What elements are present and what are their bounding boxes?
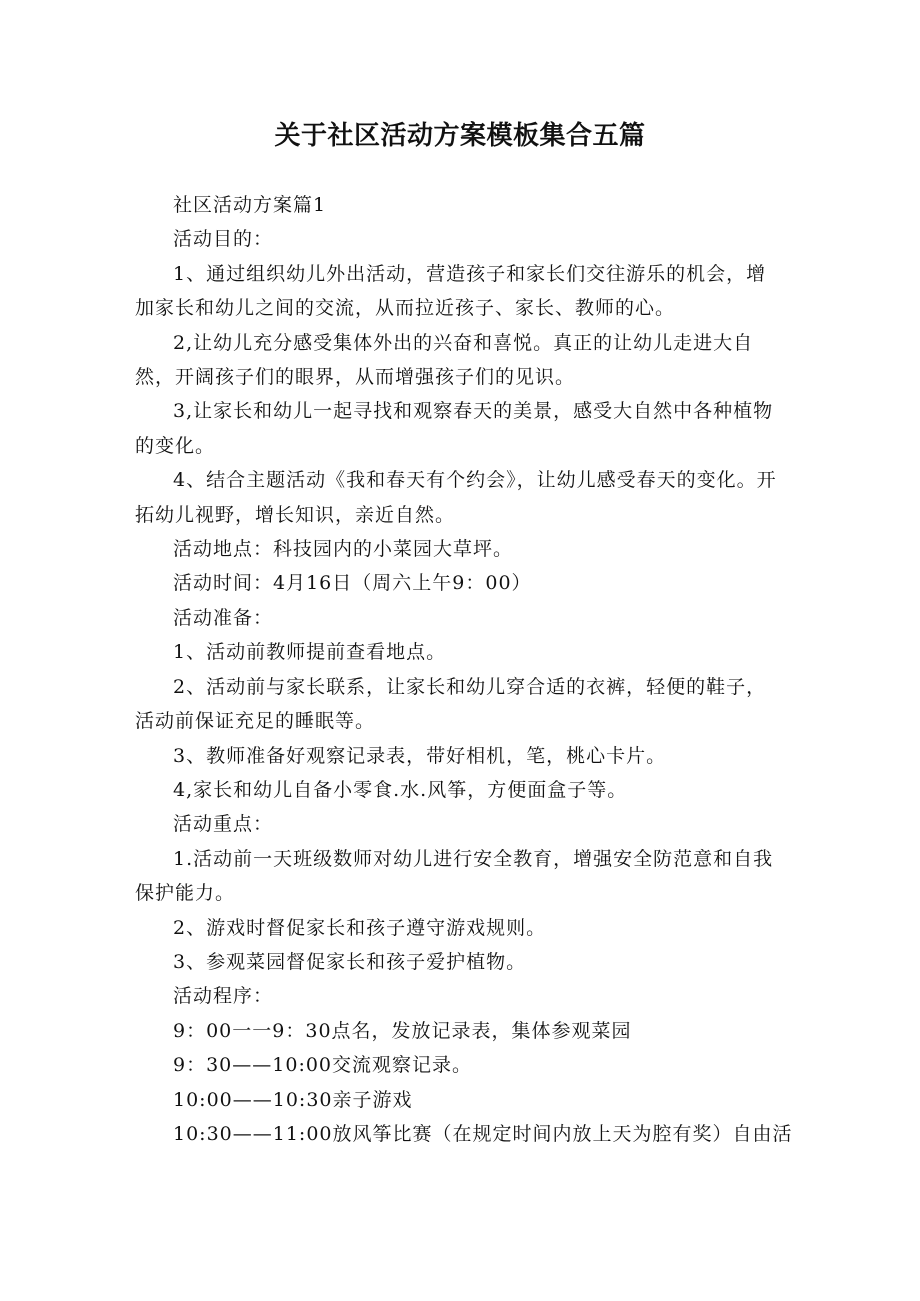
paragraph: 4,家长和幼儿自备小零食.水.风筝，方便面盒子等。 [173,778,628,801]
paragraph: 4、结合主题活动《我和春天有个约会》，让幼儿感受春天的变化。开拓幼儿视野，增长知识，亲近自然。 [135,469,777,526]
paragraph: 3、教师准备好观察记录表，带好相机，笔，桃心卡片。 [173,744,667,767]
paragraph: 社区活动方案篇1 [173,194,327,216]
paragraph: 2、游戏时督促家长和孩子遵守游戏规则。 [173,916,547,939]
paragraph: 1.活动前一天班级数师对幼儿进行安全教育，增强安全防范意和自我保护能力。 [135,847,774,905]
paragraph: 10:00——10:30亲子游戏 [173,1088,413,1111]
paragraph: 2,让幼儿充分感受集体外出的兴奋和喜悦。真正的让幼儿走进大自然，开阔孩子们的眼界，从而增强孩子们的见识。 [135,331,754,389]
paragraph: 活动地点：科技园内的小菜园大草坪。 [173,538,514,561]
paragraph: 活动程序： [173,985,274,1008]
paragraph: 10:30——11:00放风筝比赛（在规定时间内放上天为腔有奖）自由活 [173,1122,793,1145]
paragraph: 活动重点： [173,813,274,836]
document-title: 关于社区活动方案模板集合五篇 [274,121,646,151]
paragraph: 活动时间：4月16日（周六上午9：00） [173,572,532,595]
paragraph: 3,让家长和幼儿一起寻找和观察春天的美景，感受大自然中各种植物的变化。 [135,400,774,457]
paragraph: 3、参观菜园督促家长和孩子爱护植物。 [173,950,527,973]
paragraph: 9：00一一9：30点名，发放记录表，集体参观菜园 [173,1019,632,1042]
paragraph: 9：30——10:00交流观察记录。 [173,1054,473,1077]
paragraph: 活动准备： [173,606,274,629]
paragraph: 1、通过组织幼儿外出活动，营造孩子和家长们交往游乐的机会，增加家长和幼儿之间的交流，从而拉近孩子、家长、教师的心。 [135,262,767,320]
paragraph: 活动目的： [173,228,274,251]
paragraph: 2、活动前与家长联系，让家长和幼儿穿合适的衣裤，轻便的鞋子，活动前保证充足的睡眠等。 [135,675,767,733]
document-body [135,188,793,1151]
paragraph: 1、活动前教师提前查看地点。 [173,641,447,664]
